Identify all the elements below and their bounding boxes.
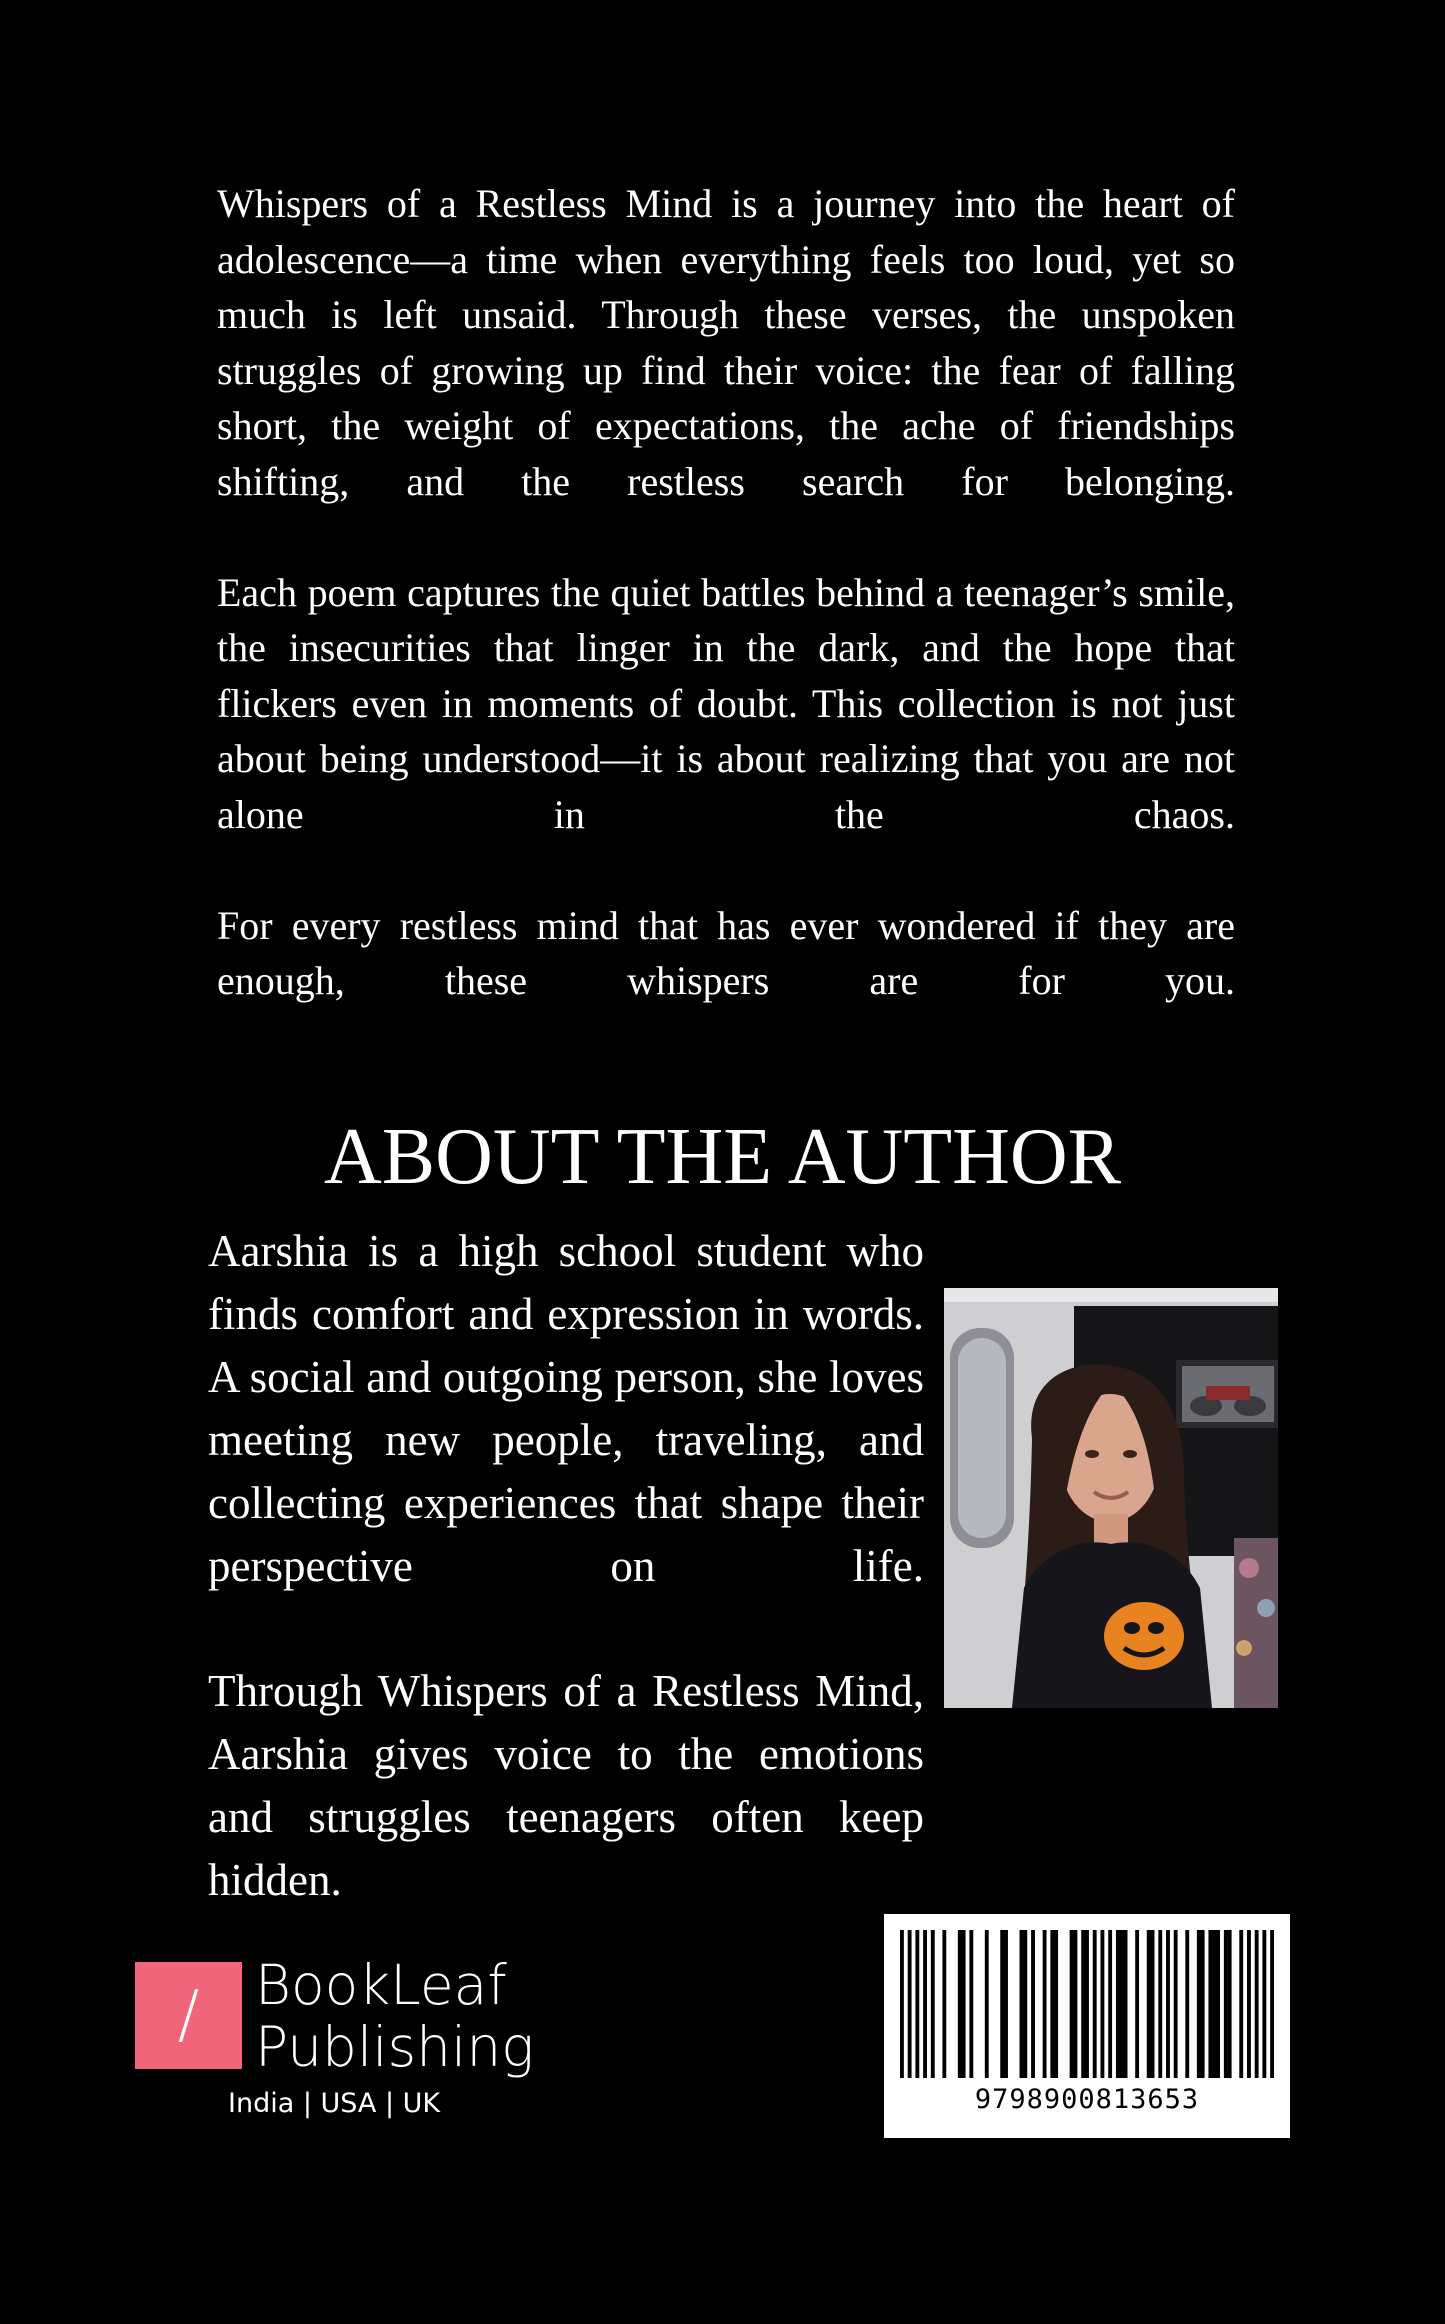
barcode-bar (1197, 1930, 1205, 2078)
barcode-bar (958, 1930, 966, 2078)
barcode-bar (931, 1930, 935, 2078)
barcode-bar (1224, 1930, 1232, 2078)
publisher-name (255, 1954, 575, 2078)
barcode-bar (1185, 1930, 1189, 2078)
back-cover-blurb (217, 176, 1235, 1064)
barcode-bar (915, 1930, 919, 2078)
slash-icon: / (177, 1978, 200, 2052)
barcode-bar (900, 1930, 904, 2078)
author-bio-paragraph-1: Aarshia is a high school student who finds comfort and expression in words. A social and outgoing person, she loves meeting new people, traveling, and collecting experiences that shape their perspective on life. (208, 1226, 924, 1591)
barcode-bar (1031, 1930, 1035, 2078)
barcode-bar (923, 1930, 927, 2078)
author-bio-paragraph-2: Through Whispers of a Restless Mind, Aarshia gives voice to the emotions and struggles teenagers often keep hidden. (208, 1666, 924, 1905)
barcode-bar (1158, 1930, 1162, 2078)
blurb-paragraph-1: Whispers of a Restless Mind is a journey into the heart of adolescence—a time when everything feels too loud, yet so much is left unsaid. Through these verses, the unspoken struggles of growing up find their voice: the fear of falling short, the weight of expectations, the ache of friendships shifting, and the restless search for belonging. (217, 181, 1235, 504)
barcode-bar (1147, 1930, 1155, 2078)
barcode-bar (1000, 1930, 1008, 2078)
barcode-bar (1108, 1930, 1112, 2078)
isbn-number: 9798900813653 (974, 2084, 1200, 2115)
about-author-heading: ABOUT THE AUTHOR (323, 1113, 1122, 1201)
publisher-name-line-1: BookLeaf (255, 1953, 507, 2017)
author-photo (944, 1288, 1278, 1708)
barcode-bar (908, 1930, 912, 2078)
barcode-bar (1093, 1930, 1097, 2078)
barcode-bar (1262, 1930, 1266, 2078)
barcode-bar (1050, 1930, 1058, 2078)
barcode-bar (1100, 1930, 1104, 2078)
publisher-regions: India | USA | UK (228, 2088, 441, 2119)
barcode-bar (985, 1930, 989, 2078)
barcode-bar (1116, 1930, 1128, 2078)
barcode-bar (1081, 1930, 1089, 2078)
barcode-bar (1135, 1930, 1139, 2078)
barcode-bar (1070, 1930, 1078, 2078)
barcode-bar (1174, 1930, 1178, 2078)
publisher-name-line-2: Publishing (255, 2015, 535, 2079)
isbn-barcode (884, 1914, 1290, 2138)
barcode-bar (969, 1930, 973, 2078)
barcode-bar (1166, 1930, 1170, 2078)
blurb-paragraph-2: Each poem captures the quiet battles behind a teenager’s smile, the insecurities that linger in the dark, and the hope that flickers even in moments of doubt. This collection is not just about being understood—it is about realizing that you are not alone in the chaos. (217, 569, 1235, 837)
barcode-bar (1043, 1930, 1047, 2078)
blurb-paragraph-3: For every restless mind that has ever wondered if they are enough, these whispers are for you. (217, 902, 1235, 1004)
barcode-bar (1208, 1930, 1220, 2078)
barcode-bar (1255, 1930, 1259, 2078)
barcode-bar (942, 1930, 946, 2078)
author-bio (208, 1220, 924, 1974)
barcode-bar (1247, 1930, 1251, 2078)
barcode-bar (1020, 1930, 1028, 2078)
barcode-bar (1270, 1930, 1274, 2078)
barcode-bar (1239, 1930, 1243, 2078)
